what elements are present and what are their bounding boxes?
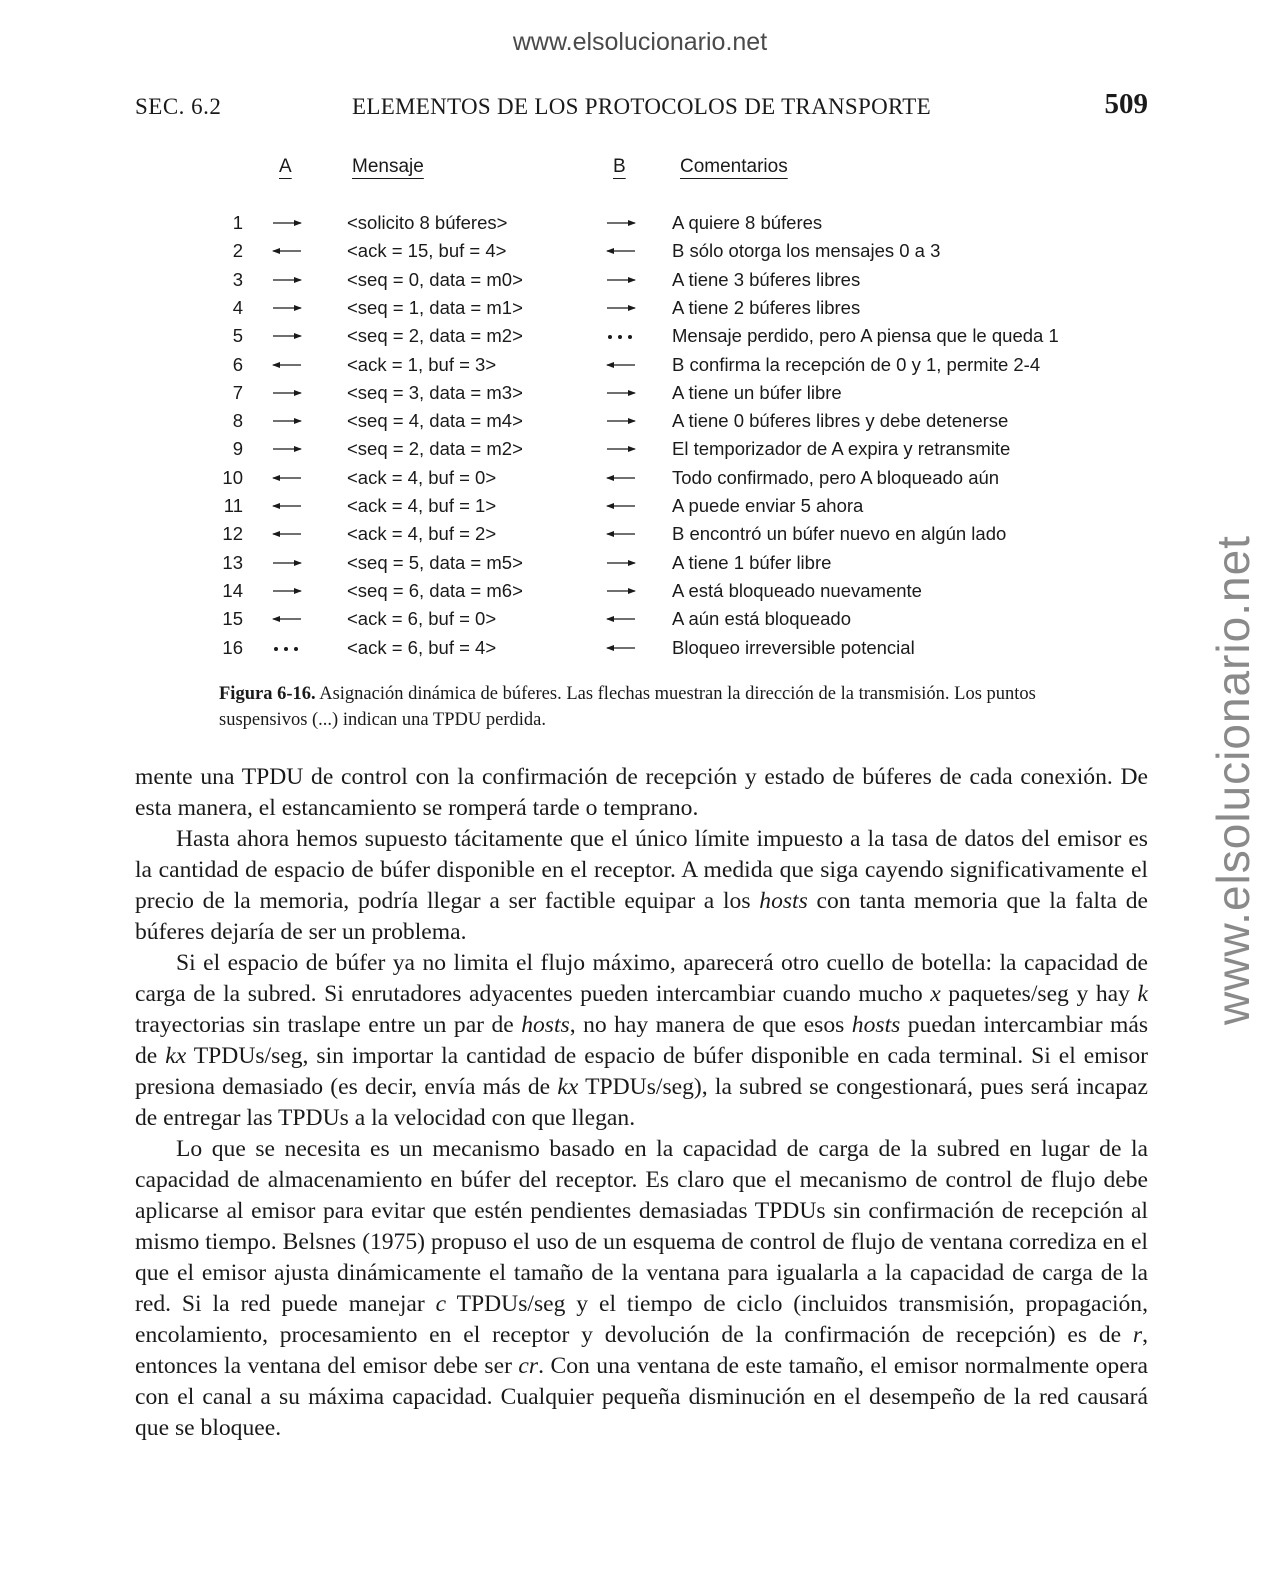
paragraph-1: mente una TPDU de control con la confirmación de recepción y estado de búferes de cada conexión. De esta manera, el estancamiento se romperá tarde o temprano. bbox=[135, 764, 1148, 821]
message-text: <ack = 4, buf = 2> bbox=[347, 523, 497, 545]
arrow-right-icon bbox=[604, 552, 638, 576]
page-header bbox=[135, 88, 1148, 128]
direction-b bbox=[604, 467, 638, 491]
direction-a bbox=[270, 552, 304, 576]
message-text: <seq = 3, data = m3> bbox=[347, 381, 523, 403]
direction-b bbox=[604, 382, 638, 406]
column-header-b: B bbox=[613, 156, 626, 177]
arrow-right-icon bbox=[270, 552, 304, 576]
direction-a bbox=[270, 240, 304, 264]
comment-text: A aún está bloqueado bbox=[672, 608, 851, 630]
watermark-top: www.elsolucionario.net bbox=[512, 28, 768, 56]
message-text: <seq = 2, data = m2> bbox=[347, 325, 523, 347]
direction-b bbox=[604, 297, 638, 321]
message-text: <seq = 5, data = m5> bbox=[347, 551, 523, 573]
comment-text: El temporizador de A expira y retransmite bbox=[672, 438, 1011, 460]
row-number: 10 bbox=[222, 466, 243, 488]
message-text: <solicito 8 búferes> bbox=[347, 212, 508, 233]
direction-b bbox=[604, 438, 638, 462]
paragraph-3: Si el espacio de búfer ya no limita el flujo máximo, aparecerá otro cuello de botella: la capacidad de carga de la subred. Si enrutadores adyacentes pueden intercambiar cuando mucho x paquetes/seg y hay k trayectorias sin traslape entre un par de hosts, no hay manera de que esos hosts puedan intercambiar más de kx TPDUs/seg, sin importar la cantidad de espacio de búfer disponible en cada terminal. Si el emisor presiona demasiado (es decir, envía más de kx TPDUs/seg), la subred se congestionará, pues será incapaz de entregar las TPDUs a la velocidad con que llegan. bbox=[135, 950, 1148, 1131]
direction-a bbox=[270, 580, 304, 604]
direction-b bbox=[604, 212, 638, 236]
row-number: 9 bbox=[232, 438, 243, 460]
figure-row bbox=[0, 637, 1280, 665]
comment-text: A quiere 8 búferes bbox=[672, 212, 823, 233]
direction-b bbox=[604, 608, 638, 632]
direction-a bbox=[270, 608, 304, 632]
page-number: 509 bbox=[1104, 88, 1148, 120]
direction-b bbox=[604, 580, 638, 604]
comment-text: B sólo otorga los mensajes 0 a 3 bbox=[672, 240, 941, 262]
row-number: 4 bbox=[232, 296, 243, 318]
arrow-right-icon bbox=[270, 269, 304, 293]
arrow-right-icon bbox=[604, 269, 638, 293]
direction-b bbox=[604, 354, 638, 378]
arrow-left-icon bbox=[604, 523, 638, 547]
arrow-right-icon bbox=[604, 382, 638, 406]
arrow-right-icon bbox=[270, 325, 304, 349]
direction-b bbox=[604, 552, 638, 576]
message-text: <seq = 6, data = m6> bbox=[347, 579, 523, 601]
figure-row bbox=[0, 240, 1280, 268]
figure-row bbox=[0, 212, 1280, 240]
row-number: 14 bbox=[222, 579, 243, 601]
message-text: <seq = 0, data = m0> bbox=[347, 268, 523, 290]
direction-a bbox=[270, 637, 304, 661]
figure-caption bbox=[219, 681, 1059, 733]
direction-a bbox=[270, 297, 304, 321]
figure-row bbox=[0, 382, 1280, 410]
message-text: <ack = 6, buf = 0> bbox=[347, 608, 497, 630]
section-label: SEC. 6.2 bbox=[135, 94, 222, 119]
arrow-right-icon bbox=[270, 212, 304, 236]
row-number: 15 bbox=[222, 608, 243, 630]
arrow-right-icon bbox=[604, 580, 638, 604]
paragraph-2: Hasta ahora hemos supuesto tácitamente que el único límite impuesto a la tasa de datos del emisor es la cantidad de espacio de búfer disponible en el receptor. A medida que siga cayendo significativamente el precio de la memoria, podría llegar a ser factible equipar a los hosts con tanta memoria que la falta de búferes dejaría de ser un problema. bbox=[135, 826, 1148, 945]
running-title: ELEMENTOS DE LOS PROTOCOLOS DE TRANSPORTE bbox=[352, 94, 931, 119]
row-number: 13 bbox=[222, 551, 243, 573]
arrow-right-icon bbox=[270, 580, 304, 604]
comment-text: B confirma la recepción de 0 y 1, permite 2-4 bbox=[672, 353, 1041, 375]
arrow-right-icon bbox=[270, 297, 304, 321]
arrow-right-icon bbox=[604, 438, 638, 462]
comment-text: A tiene 3 búferes libres bbox=[672, 268, 861, 290]
caption-label: Figura 6-16. bbox=[219, 684, 316, 704]
comment-text: Mensaje perdido, pero A piensa que le queda 1 bbox=[672, 325, 1059, 347]
row-number: 12 bbox=[222, 523, 243, 545]
comment-text: Todo confirmado, pero A bloqueado aún bbox=[672, 466, 1000, 488]
figure-row bbox=[0, 608, 1280, 636]
figure-row bbox=[0, 495, 1280, 523]
arrow-left-icon bbox=[270, 523, 304, 547]
direction-b bbox=[604, 240, 638, 264]
direction-a bbox=[270, 495, 304, 519]
arrow-right-icon bbox=[604, 410, 638, 434]
row-number: 11 bbox=[223, 495, 243, 516]
figure-row bbox=[0, 354, 1280, 382]
comment-text: A tiene 1 búfer libre bbox=[672, 551, 832, 573]
message-text: <seq = 1, data = m1> bbox=[347, 296, 523, 318]
direction-b bbox=[604, 637, 638, 661]
arrow-right-icon bbox=[270, 438, 304, 462]
paragraph-4: Lo que se necesita es un mecanismo basado en la capacidad de carga de la subred en lugar de la capacidad de almacenamiento en búfer del receptor. Es claro que el mecanismo de control de flujo debe aplicarse al emisor para evitar que estén pendientes demasiadas TPDUs sin confirmación de recepción al mismo tiempo. Belsnes (1975) propuso el uso de un esquema de control de flujo de ventana corrediza en el que el emisor ajusta dinámicamente el tamaño de la ventana para igualarla a la capacidad de carga de la red. Si la red puede manejar c TPDUs/seg y el tiempo de ciclo (incluidos transmisión, propagación, encolamiento, procesamiento en el receptor y devolución de la confirmación de recepción) es de r, entonces la ventana del emisor debe ser cr. Con una ventana de este tamaño, el emisor normalmente opera con el canal a su máxima capacidad. Cualquier pequeña disminución en el desempeño de la red causará que se bloquee. bbox=[135, 1136, 1148, 1441]
arrow-left-icon bbox=[270, 608, 304, 632]
row-number: 8 bbox=[232, 410, 243, 432]
arrow-left-icon bbox=[270, 495, 304, 519]
message-text: <seq = 4, data = m4> bbox=[347, 410, 523, 432]
arrow-left-icon bbox=[270, 467, 304, 491]
figure-row bbox=[0, 552, 1280, 580]
row-number: 6 bbox=[232, 353, 243, 375]
direction-b bbox=[604, 495, 638, 519]
direction-a bbox=[270, 212, 304, 236]
arrow-left-icon bbox=[604, 495, 638, 519]
figure-row bbox=[0, 467, 1280, 495]
direction-b bbox=[604, 410, 638, 434]
message-text: <ack = 4, buf = 1> bbox=[347, 495, 497, 516]
comment-text: Bloqueo irreversible potencial bbox=[672, 636, 915, 658]
arrow-right-icon bbox=[604, 212, 638, 236]
arrow-left-icon bbox=[270, 354, 304, 378]
lost-dots-icon bbox=[270, 637, 304, 661]
arrow-right-icon bbox=[604, 297, 638, 321]
direction-b bbox=[604, 523, 638, 547]
row-number: 7 bbox=[232, 381, 243, 403]
row-number: 2 bbox=[232, 240, 243, 262]
comment-text: A tiene 0 búferes libres y debe detenerse bbox=[672, 410, 1009, 432]
direction-a bbox=[270, 410, 304, 434]
message-text: <seq = 2, data = m2> bbox=[347, 438, 523, 460]
arrow-left-icon bbox=[604, 467, 638, 491]
direction-a bbox=[270, 382, 304, 406]
row-number: 1 bbox=[232, 212, 243, 233]
arrow-right-icon bbox=[270, 382, 304, 406]
row-number: 16 bbox=[222, 636, 243, 658]
comment-text: B encontró un búfer nuevo en algún lado bbox=[672, 523, 1007, 545]
column-header-a: A bbox=[279, 156, 292, 177]
column-header-message: Mensaje bbox=[352, 156, 424, 177]
direction-a bbox=[270, 269, 304, 293]
direction-a bbox=[270, 354, 304, 378]
figure-row bbox=[0, 580, 1280, 608]
figure-6-16 bbox=[0, 150, 1280, 670]
figure-row bbox=[0, 438, 1280, 466]
arrow-left-icon bbox=[604, 637, 638, 661]
column-header-comments: Comentarios bbox=[680, 156, 788, 177]
arrow-left-icon bbox=[270, 240, 304, 264]
message-text: <ack = 1, buf = 3> bbox=[347, 353, 497, 375]
direction-a bbox=[270, 325, 304, 349]
figure-row bbox=[0, 410, 1280, 438]
comment-text: A está bloqueado nuevamente bbox=[672, 579, 922, 601]
figure-row bbox=[0, 325, 1280, 353]
arrow-left-icon bbox=[604, 608, 638, 632]
message-text: <ack = 6, buf = 4> bbox=[347, 636, 497, 658]
message-text: <ack = 15, buf = 4> bbox=[347, 240, 507, 262]
message-text: <ack = 4, buf = 0> bbox=[347, 466, 497, 488]
arrow-left-icon bbox=[604, 354, 638, 378]
arrow-left-icon bbox=[604, 240, 638, 264]
caption-text: Asignación dinámica de búferes. Las flechas muestran la dirección de la transmisión. Los puntos suspensivos (...) indican una TPDU perdida. bbox=[219, 684, 1036, 730]
direction-b bbox=[604, 325, 638, 349]
direction-a bbox=[270, 467, 304, 491]
comment-text: A puede enviar 5 ahora bbox=[672, 495, 864, 516]
direction-a bbox=[270, 438, 304, 462]
comment-text: A tiene un búfer libre bbox=[672, 381, 842, 403]
row-number: 5 bbox=[232, 325, 243, 347]
direction-b bbox=[604, 269, 638, 293]
figure-row bbox=[0, 269, 1280, 297]
lost-dots-icon bbox=[604, 325, 638, 349]
body-text bbox=[135, 762, 1148, 1444]
direction-a bbox=[270, 523, 304, 547]
watermark-side: www.elsolucionario.net bbox=[1207, 535, 1259, 1025]
row-number: 3 bbox=[232, 268, 243, 290]
figure-row bbox=[0, 523, 1280, 551]
arrow-right-icon bbox=[270, 410, 304, 434]
comment-text: A tiene 2 búferes libres bbox=[672, 296, 861, 318]
figure-row bbox=[0, 297, 1280, 325]
